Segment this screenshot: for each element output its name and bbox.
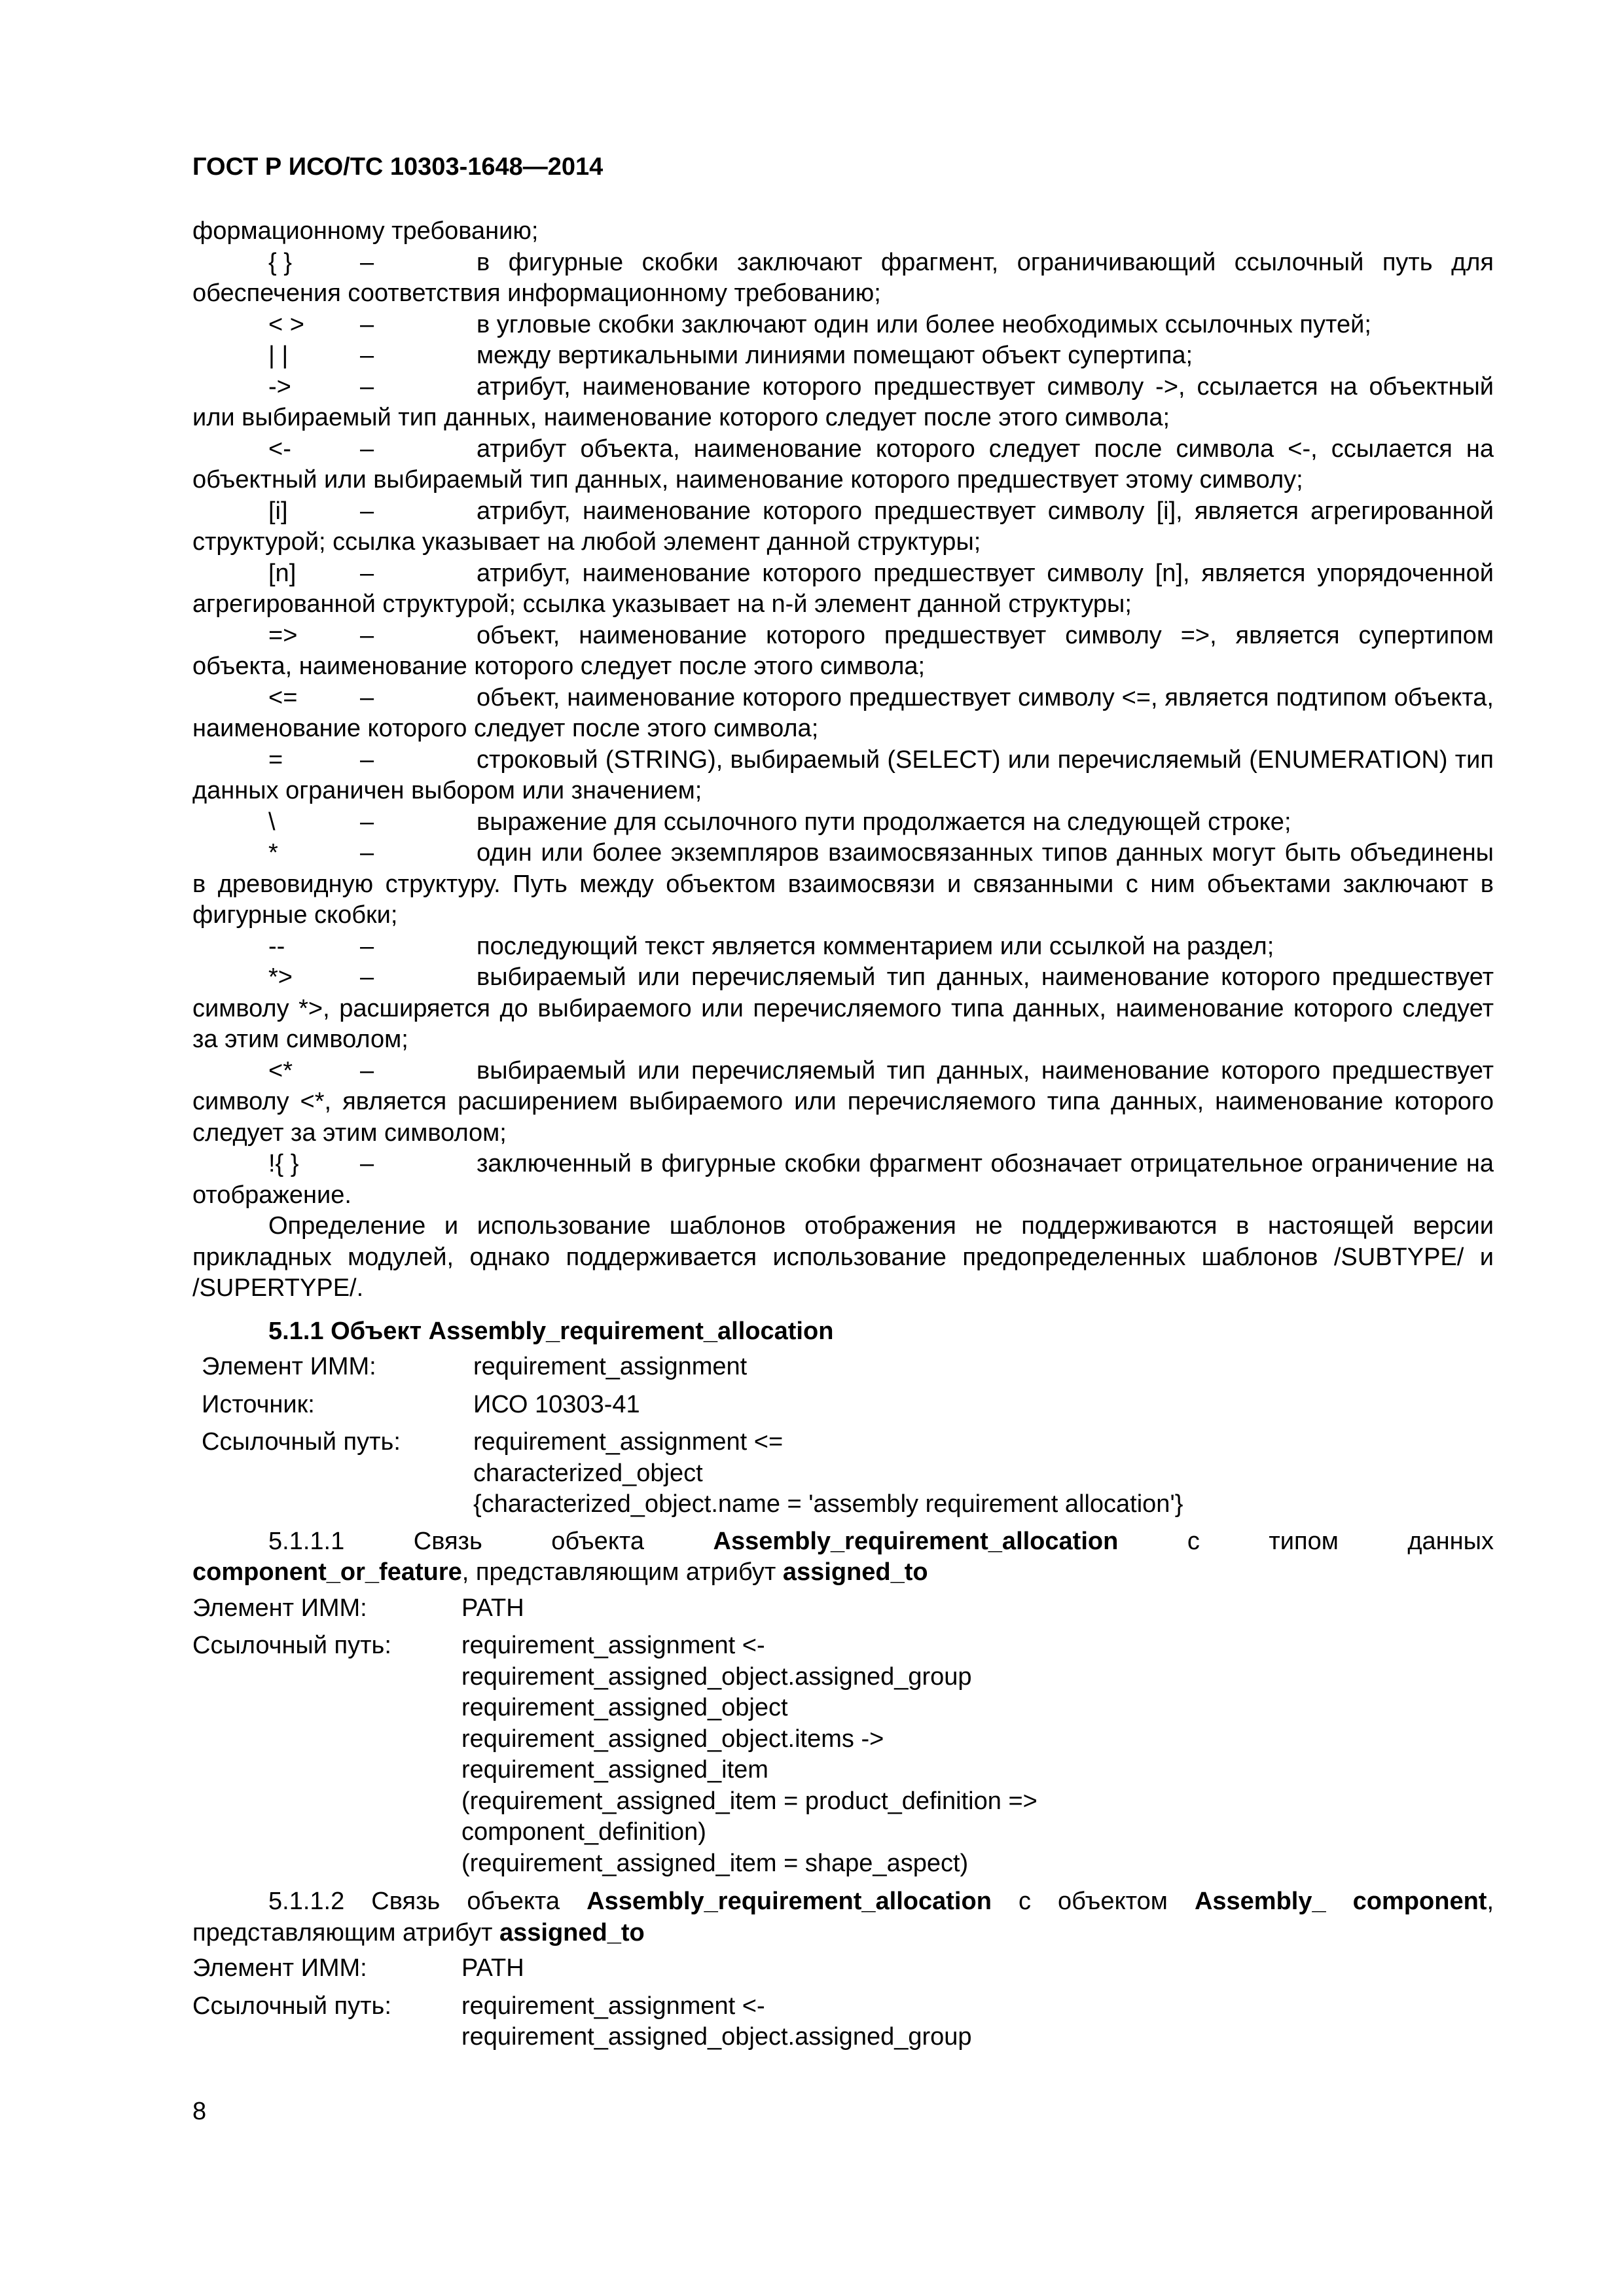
legend-text: атрибут объекта, наименование которого следует после символа <-, ссылается на объектный или выбираемый тип данных, наименование которого предшествует этому символу; <box>192 435 1494 493</box>
legend-text: выбираемый или перечисляемый тип данных, наименование которого предшествует символу *>, расширяется до выбираемого или перечисляемого типа данных, наименование которого следует за этим символом; <box>192 963 1494 1053</box>
legend-symbol: [n] <box>268 559 297 587</box>
mapping-key: Ссылочный путь: <box>192 1632 391 1659</box>
legend-text: атрибут, наименование которого предшествует символу [i], является агрегированной структурой; ссылка указывает на любой элемент данной структуры; <box>192 497 1494 556</box>
legend-text: атрибут, наименование которого предшествует символу ->, ссылается на объектный или выбираемый тип данных, наименование которого следует после этого символа; <box>192 372 1494 431</box>
mapping-table-5-1-1-2 <box>192 1950 972 2056</box>
legend-dash: – <box>360 310 374 338</box>
mapping-row <box>202 1386 1183 1424</box>
legend-text: между вертикальными линиями помещают объект супертипа; <box>477 342 1193 369</box>
legend-symbol: = <box>268 745 283 774</box>
legend-item <box>192 434 1494 496</box>
legend-item <box>192 1056 1494 1149</box>
section-5-1-1-2-heading <box>192 1886 1494 1948</box>
heading-word: типом <box>1269 1527 1339 1555</box>
legend-symbol: * <box>268 839 278 867</box>
legend-symbol: -- <box>268 932 285 960</box>
legend-dash: – <box>360 342 374 369</box>
legend-text: атрибут, наименование которого предшествует символу [n], является упорядоченной агрегированной структурой; ссылка указывает на n-й элемент данной структуры; <box>192 559 1494 618</box>
legend-text: объект, наименование которого предшествует символу <=, является подтипом объекта, наименование которого следует после этого символа; <box>192 683 1494 742</box>
heading-word: данных <box>1407 1527 1494 1555</box>
legend-symbol: \ <box>268 808 276 836</box>
legend-dash: – <box>360 559 374 587</box>
mapping-row <box>202 1424 1183 1524</box>
legend-item <box>192 1149 1494 1211</box>
section-5-1-1-1-line-2 <box>192 1557 1494 1588</box>
legend-dash: – <box>360 1150 374 1177</box>
legend-text: объект, наименование которого предшествует символу =>, является супертипом объекта, наименование которого следует после этого символа; <box>192 621 1494 680</box>
legend-symbol: <* <box>268 1056 293 1085</box>
mapping-row <box>192 1590 1038 1628</box>
mapping-key: Ссылочный путь: <box>192 1992 391 2020</box>
section-number: 5.1.1.2 <box>268 1888 345 1915</box>
section-5-1-1-1-line-1 <box>192 1526 1494 1558</box>
legend-symbol: < > <box>268 310 304 338</box>
heading-word: Связь <box>413 1527 482 1555</box>
legend-symbol: => <box>268 621 298 649</box>
legend-dash: – <box>360 497 374 525</box>
page-number: 8 <box>192 2098 207 2125</box>
section-5-1-1-1-heading <box>192 1526 1494 1588</box>
legend-symbol: | | <box>268 342 289 369</box>
legend-list <box>192 247 1494 1211</box>
legend-symbol: -> <box>268 372 291 401</box>
mapping-table-5-1-1-1 <box>192 1590 1038 1883</box>
legend-item <box>192 838 1494 931</box>
legend-text: выражение для ссылочного пути продолжается на следующей строке; <box>477 808 1291 836</box>
mapping-value: requirement_assignment <box>473 1353 748 1380</box>
legend-dash: – <box>360 372 374 401</box>
heading-word: с <box>1187 1527 1200 1555</box>
section-number: 5.1.1.1 <box>268 1527 345 1555</box>
legend-item <box>192 962 1494 1056</box>
mapping-key: Элемент ИММ: <box>202 1353 376 1380</box>
legend-dash: – <box>360 1056 374 1085</box>
legend-dash: – <box>360 435 374 463</box>
mapping-key: Источник: <box>202 1390 315 1418</box>
legend-text: в угловые скобки заключают один или более необходимых ссылочных путей; <box>477 310 1371 338</box>
intro-line: формационному требованию; <box>192 217 539 245</box>
mapping-row <box>192 1988 972 2056</box>
entity-name: Assembly_requirement_allocation <box>586 1888 992 1915</box>
legend-dash: – <box>360 745 374 774</box>
legend-text: выбираемый или перечисляемый тип данных, наименование которого предшествует символу <*, является расширением выбираемого или перечисляемого типа данных, наименование которого следует за этим символом; <box>192 1056 1494 1147</box>
legend-dash: – <box>360 932 374 960</box>
attribute-name: assigned_to <box>782 1558 928 1586</box>
legend-symbol: <= <box>268 683 298 711</box>
type-name: component_or_feature <box>192 1558 462 1586</box>
heading-text: , представляющим атрибут <box>461 1558 783 1586</box>
legend-item <box>192 931 1494 963</box>
legend-symbol: <- <box>268 435 291 463</box>
legend-item <box>192 247 1494 310</box>
legend-symbol: !{ } <box>268 1150 299 1177</box>
legend-symbol: *> <box>268 963 293 991</box>
entity-name: Assembly_requirement_allocation <box>713 1527 1119 1555</box>
mapping-row <box>192 1950 972 1988</box>
legend-item <box>192 620 1494 683</box>
section-5-1-1-heading: 5.1.1 Объект Assembly_requirement_allocation <box>268 1317 834 1345</box>
heading-word: объекта <box>551 1527 644 1555</box>
legend-dash: – <box>360 808 374 836</box>
legend-item <box>192 558 1494 620</box>
legend-item <box>192 745 1494 807</box>
legend-text: заключенный в фигурные скобки фрагмент обозначает отрицательное ограничение на отображение. <box>192 1150 1494 1209</box>
legend-item <box>192 372 1494 434</box>
templates-paragraph: Определение и использование шаблонов отображения не поддерживаются в настоящей версии прикладных модулей, однако поддерживается использование предопределенных шаблонов /SUBTYPE/ и /SUPERTYPE/. <box>192 1212 1494 1302</box>
legend-text: один или более экземпляров взаимосвязанных типов данных могут быть объединены в древовидную структуру. Путь между объектом взаимосвязи и связанными с ним объектами заключают в фигурные скобки; <box>192 839 1494 929</box>
mapping-value: requirement_assignment <- requirement_assigned_object.assigned_group <box>461 1992 972 2051</box>
heading-text: с объектом <box>991 1888 1195 1915</box>
mapping-value: requirement_assignment <= characterized_object {characterized_object.name = 'assembly requirement allocation'} <box>473 1428 1183 1518</box>
mapping-row <box>192 1627 1038 1882</box>
heading-text: Связь объекта <box>344 1888 587 1915</box>
legend-symbol: { } <box>268 248 292 276</box>
legend-item <box>192 340 1494 372</box>
heading-text: , представляющим атрибут <box>192 1888 1494 1946</box>
legend-dash: – <box>360 963 374 991</box>
entity-name-2: Assembly_ component <box>1194 1888 1487 1915</box>
legend-text: в фигурные скобки заключают фрагмент, ограничивающий ссылочный путь для обеспечения соответствия информационному требованию; <box>192 248 1494 307</box>
legend-item <box>192 683 1494 745</box>
mapping-row <box>202 1348 1183 1386</box>
attribute-name: assigned_to <box>499 1918 645 1946</box>
legend-dash: – <box>360 683 374 711</box>
mapping-value: ИСО 10303-41 <box>473 1390 640 1418</box>
legend-symbol: [i] <box>268 497 288 525</box>
legend-dash: – <box>360 248 374 276</box>
mapping-key: Элемент ИММ: <box>192 1954 367 1982</box>
mapping-value: requirement_assignment <- requirement_assigned_object.assigned_group requirement_assigned_object requirement_assigned_object.items -> requirement_assigned_item (requirement_assigned_item = product_definition => component_definition) (requirement_assigned_item = shape_aspect) <box>461 1632 1038 1877</box>
legend-dash: – <box>360 621 374 649</box>
page-body <box>192 216 1494 2056</box>
standard-header: ГОСТ Р ИСО/ТС 10303-1648—2014 <box>192 153 604 181</box>
legend-item <box>192 807 1494 838</box>
mapping-key: Ссылочный путь: <box>202 1428 401 1456</box>
legend-item <box>192 496 1494 558</box>
mapping-key: Элемент ИММ: <box>192 1594 367 1622</box>
mapping-value: PATH <box>461 1954 524 1982</box>
legend-text: последующий текст является комментарием или ссылкой на раздел; <box>477 932 1274 960</box>
legend-item <box>192 310 1494 341</box>
mapping-value: PATH <box>461 1594 524 1622</box>
mapping-table-5-1-1 <box>202 1348 1183 1524</box>
legend-text: строковый (STRING), выбираемый (SELECT) или перечисляемый (ENUMERATION) тип данных ограничен выбором или значением; <box>192 745 1494 804</box>
legend-dash: – <box>360 839 374 867</box>
